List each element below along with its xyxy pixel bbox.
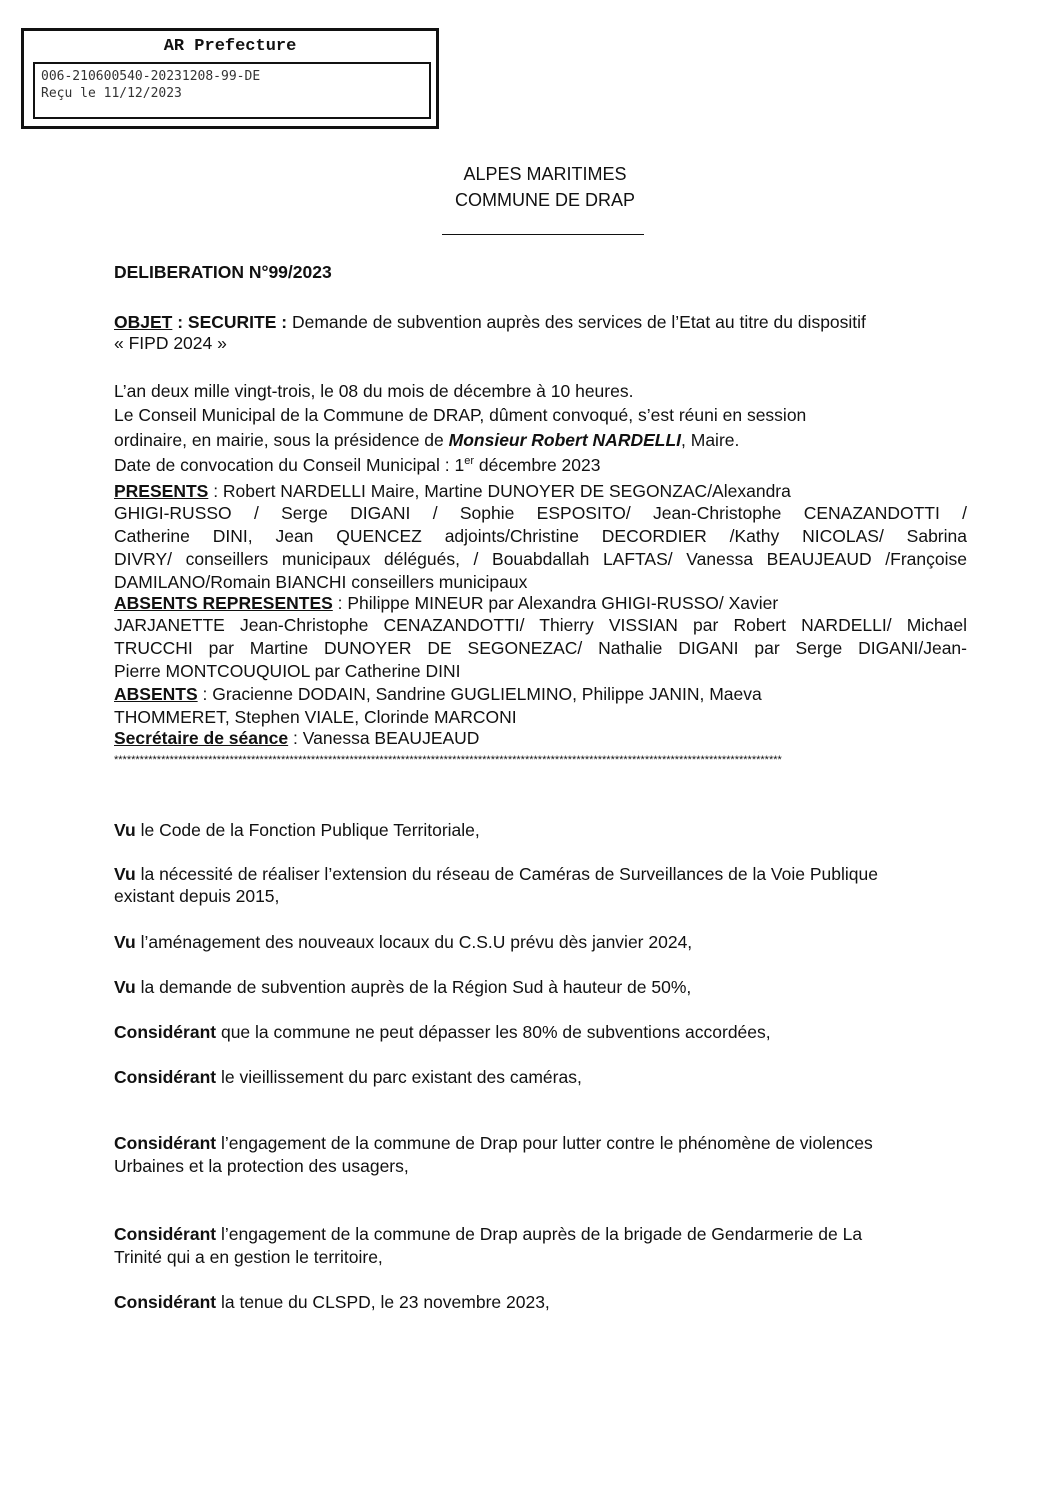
stamp-received-date: Reçu le 11/12/2023 — [41, 86, 182, 101]
absents-line-2: THOMMERET, Stephen VIALE, Clorinde MARCONI — [114, 707, 517, 727]
considerant-text: l’engagement de la commune de Drap auprès de la brigade de Gendarmerie de La — [216, 1224, 863, 1244]
president-name: Monsieur Robert NARDELLI — [448, 430, 682, 450]
header-department: ALPES MARITIMES — [463, 164, 627, 184]
considerant-text: le vieillissement du parc existant des caméras, — [216, 1067, 582, 1087]
stamp-reference: 006-210600540-20231208-99-DE — [41, 69, 261, 84]
vu-text: l’aménagement des nouveaux locaux du C.S.U prévu dès janvier 2024, — [135, 932, 693, 952]
considerant-keyword: Considérant — [114, 1292, 217, 1312]
intro-line-2: Le Conseil Municipal de la Commune de DRAP, dûment convoqué, s’est réuni en session — [114, 405, 807, 425]
absents-representes-line-3: TRUCCHI par Martine DUNOYER DE SEGONEZAC/ Nathalie DIGANI par Serge DIGANI/Jean- — [114, 638, 967, 658]
vu-keyword: Vu — [114, 820, 136, 840]
considerant-4-line-2: Trinité qui a en gestion le territoire, — [114, 1247, 383, 1267]
presents-line-1 — [114, 481, 791, 502]
intro-line-3 — [114, 430, 739, 451]
secretaire-line — [114, 728, 479, 749]
vu-1 — [114, 820, 480, 841]
stamp-title: AR Prefecture — [163, 37, 297, 56]
presents-line-2: GHIGI-RUSSO / Serge DIGANI / Sophie ESPOSITO/ Jean-Christophe CENAZANDOTTI / — [114, 503, 967, 523]
objet-label: OBJET — [114, 312, 173, 332]
absents-representes-line-1 — [114, 593, 778, 614]
vu-text: la nécessité de réaliser l’extension du réseau de Caméras de Surveillances de la Voie Publique — [135, 864, 878, 884]
vu-keyword: Vu — [114, 932, 136, 952]
considerant-5 — [114, 1292, 550, 1313]
presents-line-5: DAMILANO/Romain BIANCHI conseillers municipaux — [114, 572, 528, 592]
intro-line-1: L’an deux mille vingt-trois, le 08 du mois de décembre à 10 heures. — [114, 381, 634, 401]
objet-line-1 — [114, 312, 866, 333]
objet-line-2: « FIPD 2024 » — [114, 333, 227, 353]
convocation-value: décembre 2023 — [474, 455, 601, 475]
vu-3 — [114, 932, 692, 953]
considerant-1 — [114, 1022, 771, 1043]
considerant-keyword: Considérant — [114, 1224, 217, 1244]
considerant-keyword: Considérant — [114, 1022, 217, 1042]
intro-text: ordinaire, en mairie, sous la présidence de — [114, 430, 449, 450]
vu-keyword: Vu — [114, 977, 136, 997]
absents-representes-text: : Philippe MINEUR par Alexandra GHIGI-RUSSO/ Xavier — [332, 593, 779, 613]
absents-line-1 — [114, 684, 762, 705]
absents-representes-line-2: JARJANETTE Jean-Christophe CENAZANDOTTI/ Thierry VISSIAN par Robert NARDELLI/ Michael — [114, 615, 967, 635]
stamp-reference-box — [33, 62, 431, 119]
vu-text: le Code de la Fonction Publique Territoriale, — [135, 820, 480, 840]
deliberation-number: DELIBERATION N°99/2023 — [114, 262, 332, 282]
objet-text: Demande de subvention auprès des services de l’Etat au titre du dispositif — [287, 312, 866, 332]
objet-topic: SECURITE : — [187, 312, 288, 332]
header-commune: COMMUNE DE DRAP — [454, 190, 635, 210]
considerant-keyword: Considérant — [114, 1133, 217, 1153]
vu-2-line-1 — [114, 864, 878, 885]
considerant-3-line-2: Urbaines et la protection des usagers, — [114, 1156, 409, 1176]
presents-line-4: DIVRY/ conseillers municipaux délégués, / Bouabdallah LAFTAS/ Vanessa BEAUJEAUD /Françoise — [114, 549, 967, 569]
presents-text: : Robert NARDELLI Maire, Martine DUNOYER DE SEGONZAC/Alexandra — [208, 481, 791, 501]
considerant-text: l’engagement de la commune de Drap pour lutter contre le phénomène de violences — [216, 1133, 873, 1153]
separator-stars: ************************************************************************************************************************************************************ — [114, 754, 782, 766]
convocation-date — [114, 455, 600, 476]
secretaire-name: : Vanessa BEAUJEAUD — [288, 728, 480, 748]
secretaire-label: Secrétaire de séance — [114, 728, 289, 748]
absents-text: : Gracienne DODAIN, Sandrine GUGLIELMINO, Philippe JANIN, Maeva — [197, 684, 762, 704]
header-divider — [442, 234, 644, 235]
intro-text-end: , Maire. — [681, 430, 740, 450]
considerant-3-line-1 — [114, 1133, 873, 1154]
convocation-label: Date de convocation du Conseil Municipal : 1 — [114, 455, 465, 475]
considerant-keyword: Considérant — [114, 1067, 217, 1087]
considerant-text: que la commune ne peut dépasser les 80% de subventions accordées, — [216, 1022, 771, 1042]
objet-sep: : — [172, 312, 188, 332]
considerant-4-line-1 — [114, 1224, 862, 1245]
vu-text: la demande de subvention auprès de la Région Sud à hauteur de 50%, — [135, 977, 692, 997]
convocation-sup: er — [464, 455, 474, 468]
considerant-text: la tenue du CLSPD, le 23 novembre 2023, — [216, 1292, 550, 1312]
presents-line-3: Catherine DINI, Jean QUENCEZ adjoints/Christine DECORDIER /Kathy NICOLAS/ Sabrina — [114, 526, 967, 546]
considerant-2 — [114, 1067, 582, 1088]
absents-representes-label: ABSENTS REPRESENTES — [114, 593, 333, 613]
presents-label: PRESENTS — [114, 481, 209, 501]
absents-representes-line-4: Pierre MONTCOUQUIOL par Catherine DINI — [114, 661, 461, 681]
vu-2-line-2: existant depuis 2015, — [114, 886, 280, 906]
vu-4 — [114, 977, 691, 998]
vu-keyword: Vu — [114, 864, 136, 884]
absents-label: ABSENTS — [114, 684, 198, 704]
ar-prefecture-stamp — [21, 28, 439, 129]
